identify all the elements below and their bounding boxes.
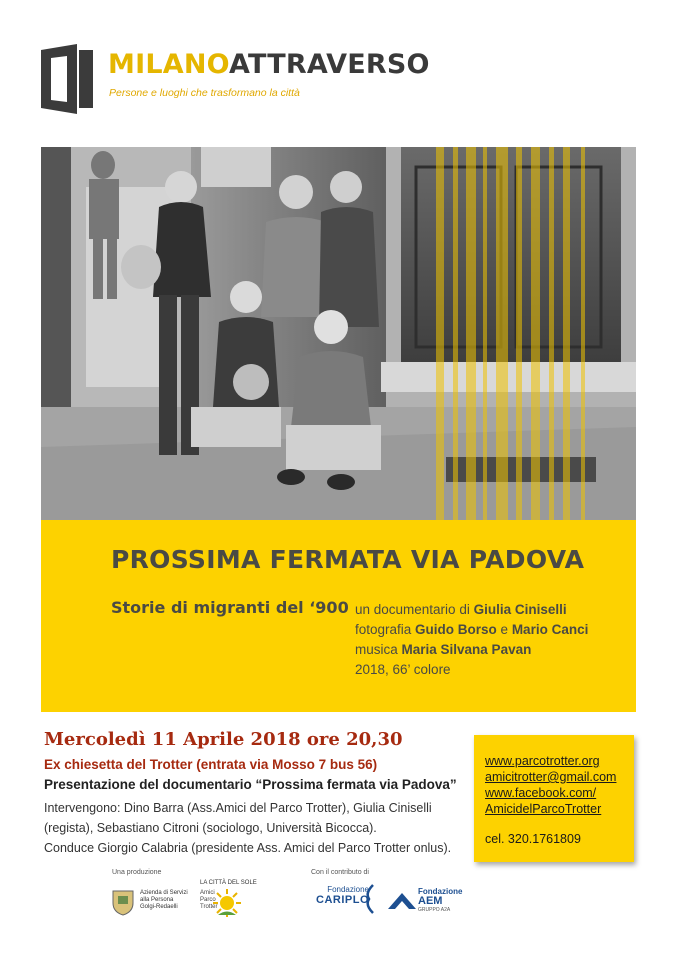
credit-photography: fotografia Guido Borso e Mario Canci (355, 622, 589, 637)
event-place: Ex chiesetta del Trotter (entrata via Mosso 7 bus 56) (44, 757, 378, 772)
credit-director: un documentario di Giulia Ciniselli (355, 602, 567, 617)
event-speakers (44, 798, 464, 858)
asp-golgi-logo: Azienda di Servizi alla Persona Golgi-Redaelli (140, 890, 188, 910)
credit-music: musica Maria Silvana Pavan (355, 642, 532, 657)
documentary-subtitle: Storie di migranti del ‘900 (111, 598, 349, 617)
cariplo-mark-icon (363, 883, 379, 915)
contribution-label: Con il contributo di (311, 869, 369, 876)
facebook-link[interactable]: www.facebook.com/ (485, 786, 597, 800)
title-band (41, 520, 636, 712)
citta-del-sole-label: LA CITTÀ DEL SOLE (200, 880, 257, 886)
amici-trotter-logo: Amici Parco Trotter (200, 890, 218, 910)
phone-number: cel. 320.1761809 (485, 832, 581, 846)
coat-of-arms-icon (110, 888, 136, 916)
event-date: Mercoledì 11 Aprile 2018 ore 20,30 (44, 729, 403, 750)
brand-primary: MILANO (108, 49, 230, 80)
event-presentation: Presentazione del documentario “Prossima fermata via Padova” (44, 777, 457, 792)
credit-year: 2018, 66’ colore (355, 662, 451, 677)
milanoattraverso-logo-mark (41, 44, 99, 114)
contact-links (485, 753, 616, 817)
event-body-line: (regista), Sebastiano Citroni (sociologo, Università Bicocca). (44, 821, 377, 835)
event-body-line: Conduce Giorgio Calabria (presidente Ass. Amici del Parco Trotter onlus). (44, 841, 452, 855)
production-label: Una produzione (112, 869, 162, 876)
hero-photo (41, 147, 636, 520)
aem-logo: Fondazione AEM GRUPPO A2A (418, 887, 463, 913)
event-body-line: Intervengono: Dino Barra (Ass.Amici del Parco Trotter), Giulia Ciniselli (44, 801, 432, 815)
cariplo-logo: Fondazione CARIPLO (316, 885, 369, 906)
email-link[interactable]: amicitrotter@gmail.com (485, 770, 617, 784)
brand-secondary: ATTRAVERSO (229, 49, 430, 80)
brand-title (108, 49, 430, 81)
brand-tagline: Persone e luoghi che trasformano la città (109, 87, 300, 99)
event-info (44, 727, 464, 858)
website-link[interactable]: www.parcotrotter.org (485, 754, 600, 768)
aem-mark-icon (388, 891, 416, 909)
facebook-page-link[interactable]: AmicidelParcoTrotter (485, 802, 602, 816)
contact-box (474, 735, 634, 862)
documentary-title: PROSSIMA FERMATA VIA PADOVA (111, 545, 585, 574)
credits-list (355, 600, 588, 680)
street-photo-illustration (41, 147, 636, 520)
